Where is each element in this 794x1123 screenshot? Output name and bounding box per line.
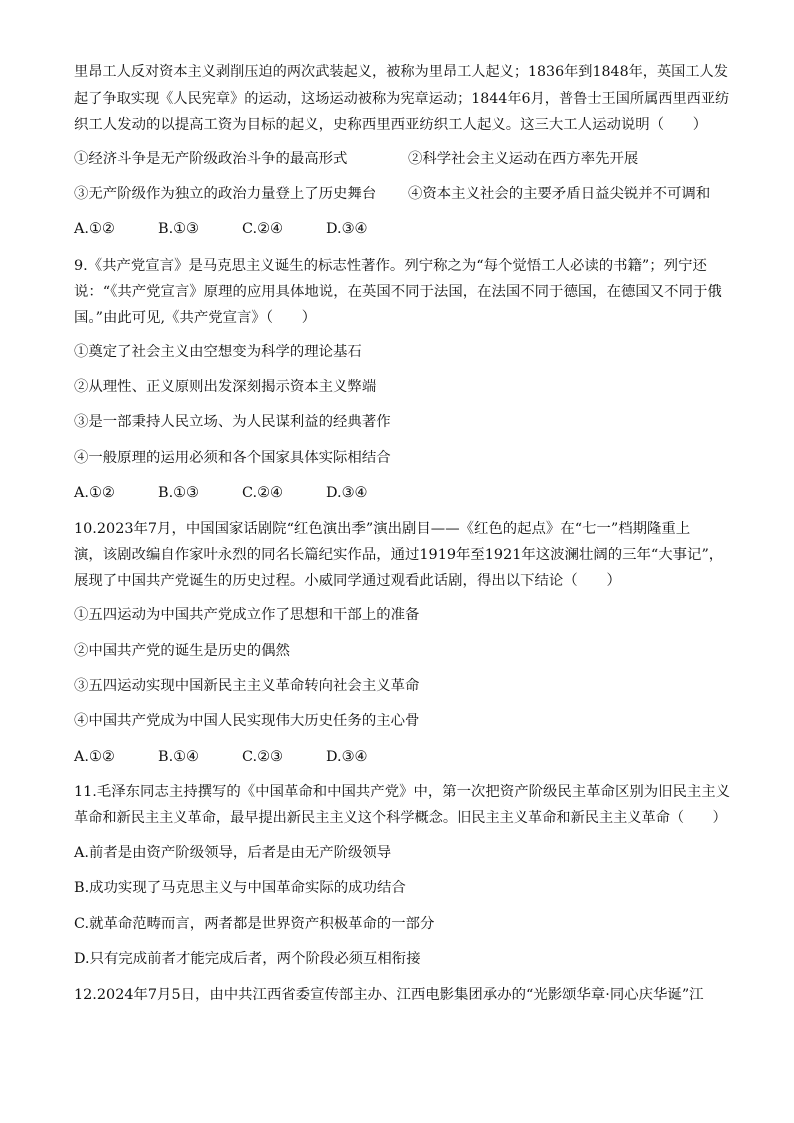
q8-option-d[interactable]: D.③④ <box>326 221 368 237</box>
q12-stem-line-1: 12.2024年7月5日，由中共江西省委宣传部主办、江西电影集团承办的“光影颂华章·同心庆华诞”江 <box>74 987 704 1003</box>
q8-options <box>74 219 367 239</box>
q10-statement-3: ③五四运动实现中国新民主主义革命转向社会主义革命 <box>74 678 420 694</box>
q10-stem-line-2: 演，该剧改编自作家叶永烈的同名长篇纪实作品，通过1919年至1921年这波澜壮阔的三年“大事记”， <box>74 547 724 563</box>
q9-stem-line-3: 国。”由此可见,《共产党宣言》（ ） <box>74 310 317 326</box>
q9-statement-1: ①奠定了社会主义由空想变为科学的理论基石 <box>74 344 362 360</box>
q9-option-b[interactable]: B.①③ <box>158 485 199 501</box>
q10-option-b[interactable]: B.①④ <box>158 749 199 765</box>
q10-option-d[interactable]: D.③④ <box>326 749 368 765</box>
q8-statement-3: ③无产阶级作为独立的政治力量登上了历史舞台 <box>74 186 377 202</box>
q9-stem-line-2: 说：“《共产党宣言》原理的应用具体地说，在英国不同于法国，在法国不同于德国，在德国又不同于俄 <box>74 284 722 300</box>
q8-option-a[interactable]: A.①② <box>74 221 115 237</box>
q10-option-a[interactable]: A.①② <box>74 749 115 765</box>
q10-statement-4: ④中国共产党成为中国人民实现伟大历史任务的主心骨 <box>74 713 420 729</box>
q10-options <box>74 747 367 767</box>
q10-statement-1: ①五四运动为中国共产党成立作了思想和干部上的准备 <box>74 607 420 623</box>
q8-stem-line-3: 织工人发动的以提高工资为目标的起义，史称西里西亚纺织工人起义。这三大工人运动说明（ ） <box>74 117 708 133</box>
q9-stem-line-1: 9.《共产党宣言》是马克思主义诞生的标志性著作。列宁称之为“每个觉悟工人必读的书籍”；列宁还 <box>74 258 707 274</box>
q11-stem-line-1: 11.毛泽东同志主持撰写的《中国革命和中国共产党》中，第一次把资产阶级民主革命区别为旧民主主义 <box>74 784 731 800</box>
q9-option-a[interactable]: A.①② <box>74 485 115 501</box>
q8-statement-4: ④资本主义社会的主要矛盾日益尖锐并不可调和 <box>408 186 711 202</box>
q8-stem-line-2: 起了争取实现《人民宪章》的运动，这场运动被称为宪章运动；1844年6月，普鲁士王国所属西里西亚纺 <box>74 91 730 107</box>
q9-options <box>74 483 367 503</box>
q11-choice-b[interactable]: B.成功实现了马克思主义与中国革命实际的成功结合 <box>74 880 406 896</box>
q10-stem-line-1: 10.2023年7月，中国国家话剧院“红色演出季”演出剧目——《红色的起点》在“七一”档期隆重上 <box>74 521 691 537</box>
q9-statement-3: ③是一部秉持人民立场、为人民谋利益的经典著作 <box>74 414 391 430</box>
q8-stem-line-1: 里昂工人反对资本主义剥削压迫的两次武装起义，被称为里昂工人起义；1836年到1848年，英国工人发 <box>74 64 728 80</box>
q8-option-c[interactable]: C.②④ <box>242 221 283 237</box>
q11-choice-c[interactable]: C.就革命范畴而言，两者都是世界资产积极革命的一部分 <box>74 916 435 932</box>
q9-statement-4: ④一般原理的运用必须和各个国家具体实际相结合 <box>74 450 391 466</box>
q8-option-b[interactable]: B.①③ <box>158 221 199 237</box>
q11-choice-d[interactable]: D.只有完成前者才能完成后者，两个阶段必须互相衔接 <box>74 951 421 967</box>
q10-statement-2: ②中国共产党的诞生是历史的偶然 <box>74 643 290 659</box>
q11-stem-line-2: 革命和新民主主义革命，最早提出新民主主义这个科学概念。旧民主主义革命和新民主主义革命（ ） <box>74 810 727 826</box>
q10-stem-line-3: 展现了中国共产党诞生的历史过程。小威同学通过观看此话剧，得出以下结论（ ） <box>74 573 621 589</box>
q11-choice-a[interactable]: A.前者是由资产阶级领导，后者是由无产阶级领导 <box>74 845 392 861</box>
q9-statement-2: ②从理性、正义原则出发深刻揭示资本主义弊端 <box>74 379 377 395</box>
q9-option-d[interactable]: D.③④ <box>326 485 368 501</box>
q8-statement-1: ①经济斗争是无产阶级政治斗争的最高形式 <box>74 151 348 167</box>
q8-statement-2: ②科学社会主义运动在西方率先开展 <box>408 151 639 167</box>
q10-option-c[interactable]: C.②③ <box>242 749 283 765</box>
q9-option-c[interactable]: C.②④ <box>242 485 283 501</box>
